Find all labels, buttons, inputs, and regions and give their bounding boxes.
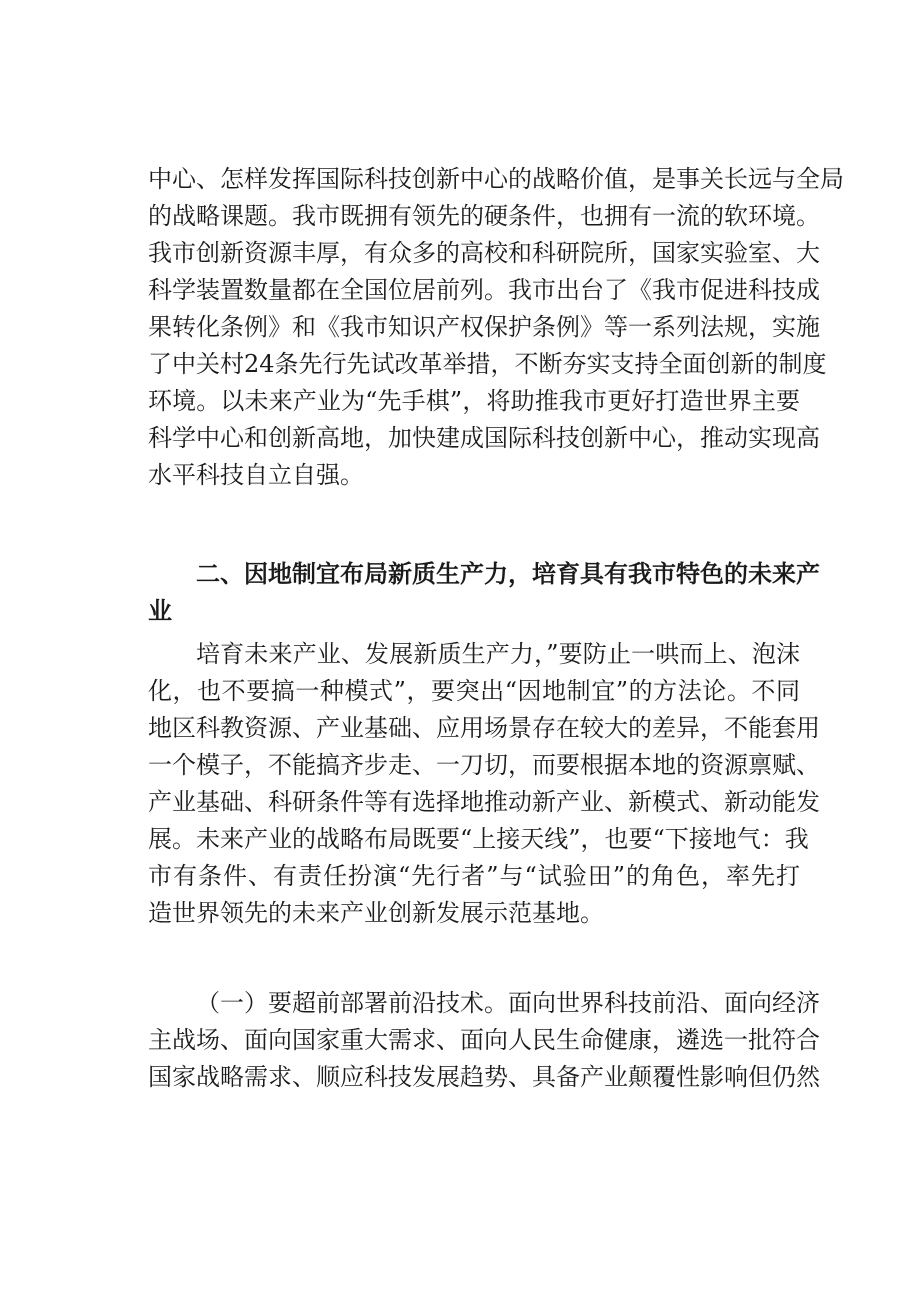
text-line: 中心、怎样发挥国际科技创新中心的战略价值，是事关长远与全局: [148, 165, 844, 193]
text-line: 环境。以未来产业为“先手棋”，将助推我市更好打造世界主要: [148, 387, 800, 415]
text-line: 水平科技自立自强。: [148, 461, 364, 489]
text-line: 一个模子，不能搞齐步走、一刀切，而要根据本地的资源禀赋、: [148, 751, 820, 779]
text-line: 我市创新资源丰厚，有众多的高校和科研院所，国家实验室、大: [148, 239, 820, 267]
paragraph-local-conditions: [148, 636, 820, 932]
text-line: 了中关村24条先行先试改革举措，不断夯实支持全面创新的制度: [148, 350, 827, 378]
text-line: 产业基础、科研条件等有选择地推动新产业、新模式、新动能发: [148, 788, 820, 816]
section-heading: [148, 556, 820, 630]
text-line: 的战略课题。我市既拥有领先的硬条件，也拥有一流的软环境。: [148, 202, 820, 230]
text-line: 地区科教资源、产业基础、应用场景存在较大的差异，不能套用: [148, 714, 820, 742]
text-line: 科学中心和创新高地，加快建成国际科技创新中心，推动实现高: [148, 424, 820, 452]
paragraph-frontier-tech: [148, 985, 820, 1096]
text-line: 展。未来产业的战略布局既要“上接天线”，也要“下接地气：我: [148, 825, 809, 853]
text-line: 主战场、面向国家重大需求、面向人民生命健康，遴选一批符合: [148, 1026, 820, 1054]
heading-line: 二、因地制宜布局新质生产力，培育具有我市特色的未来产: [196, 560, 820, 588]
text-line: 化，也不要搞一种模式”，要突出“因地制宜”的方法论。不同: [148, 677, 800, 705]
text-line: 造世界领先的未来产业创新发展示范基地。: [148, 899, 604, 927]
text-line: 科学装置数量都在全国位居前列。我市出台了《我市促进科技成: [148, 276, 820, 304]
text-line: （一）要超前部署前沿技术。面向世界科技前沿、面向经济: [196, 989, 820, 1017]
text-line: 市有条件、有责任扮演“先行者”与“试验田”的角色，率先打: [148, 862, 800, 890]
text-line: 国家战略需求、顺应科技发展趋势、具备产业颠覆性影响但仍然: [148, 1063, 820, 1091]
text-line: 培育未来产业、发展新质生产力，”要防止一哄而上、泡沫: [196, 640, 800, 668]
paragraph-continuation: [148, 161, 844, 494]
text-line: 果转化条例》和《我市知识产权保护条例》等一系列法规，实施: [148, 313, 820, 341]
heading-line: 业: [148, 597, 172, 625]
